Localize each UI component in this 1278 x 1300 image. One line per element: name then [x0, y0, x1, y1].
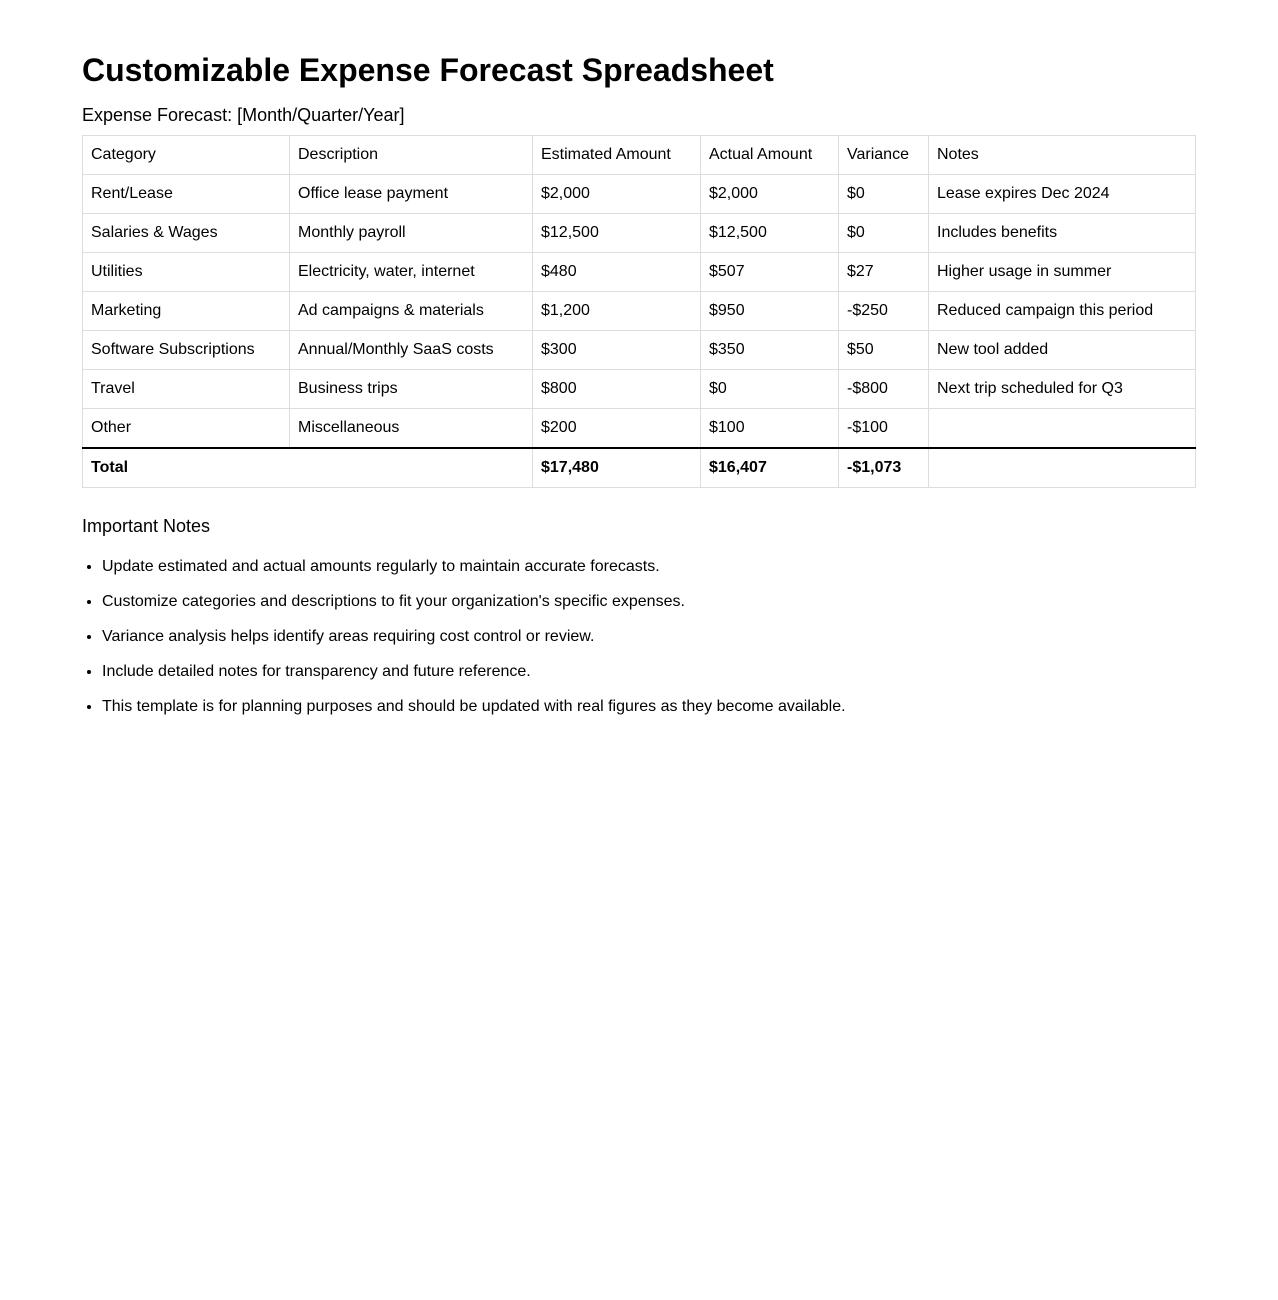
cell-notes: Lease expires Dec 2024 — [929, 175, 1196, 214]
important-notes-list — [82, 557, 1196, 716]
table-row — [83, 253, 1196, 292]
total-label: Total — [83, 448, 533, 488]
table-row — [83, 409, 1196, 449]
total-notes — [929, 448, 1196, 488]
cell-description: Office lease payment — [290, 175, 533, 214]
cell-notes: Next trip scheduled for Q3 — [929, 370, 1196, 409]
cell-notes: New tool added — [929, 331, 1196, 370]
cell-estimated: $200 — [533, 409, 701, 449]
cell-category: Marketing — [83, 292, 290, 331]
header-category: Category — [83, 136, 290, 175]
cell-actual: $12,500 — [701, 214, 839, 253]
header-notes: Notes — [929, 136, 1196, 175]
cell-estimated: $1,200 — [533, 292, 701, 331]
header-actual-amount: Actual Amount — [701, 136, 839, 175]
cell-notes: Higher usage in summer — [929, 253, 1196, 292]
cell-estimated: $480 — [533, 253, 701, 292]
cell-actual: $100 — [701, 409, 839, 449]
cell-estimated: $800 — [533, 370, 701, 409]
cell-description: Business trips — [290, 370, 533, 409]
cell-estimated: $12,500 — [533, 214, 701, 253]
list-item: • Customize categories and descriptions to fit your organization's specific expenses. — [102, 592, 1196, 611]
cell-notes: Reduced campaign this period — [929, 292, 1196, 331]
cell-estimated: $300 — [533, 331, 701, 370]
cell-category: Travel — [83, 370, 290, 409]
total-variance: -$1,073 — [839, 448, 929, 488]
cell-variance: $50 — [839, 331, 929, 370]
cell-description: Monthly payroll — [290, 214, 533, 253]
cell-variance: $27 — [839, 253, 929, 292]
important-notes-heading: Important Notes — [82, 516, 211, 536]
cell-estimated: $2,000 — [533, 175, 701, 214]
cell-variance: $0 — [839, 175, 929, 214]
forecast-period-subtitle: Expense Forecast: [Month/Quarter/Year] — [82, 105, 405, 125]
cell-notes: Includes benefits — [929, 214, 1196, 253]
total-estimated: $17,480 — [533, 448, 701, 488]
cell-description: Ad campaigns & materials — [290, 292, 533, 331]
total-actual: $16,407 — [701, 448, 839, 488]
cell-description: Miscellaneous — [290, 409, 533, 449]
table-row — [83, 175, 1196, 214]
header-estimated-amount: Estimated Amount — [533, 136, 701, 175]
cell-category: Other — [83, 409, 290, 449]
cell-actual: $950 — [701, 292, 839, 331]
table-header-row — [83, 136, 1196, 175]
cell-actual: $507 — [701, 253, 839, 292]
cell-variance: -$250 — [839, 292, 929, 331]
cell-variance: -$800 — [839, 370, 929, 409]
list-item: • Variance analysis helps identify areas requiring cost control or review. — [102, 627, 1196, 646]
cell-category: Software Subscriptions — [83, 331, 290, 370]
cell-variance: $0 — [839, 214, 929, 253]
list-item: • Update estimated and actual amounts regularly to maintain accurate forecasts. — [102, 557, 1196, 576]
cell-category: Salaries & Wages — [83, 214, 290, 253]
table-total-row — [83, 448, 1196, 488]
list-item: • Include detailed notes for transparency and future reference. — [102, 662, 1196, 681]
table-row — [83, 292, 1196, 331]
table-row — [83, 370, 1196, 409]
cell-description: Electricity, water, internet — [290, 253, 533, 292]
cell-actual: $2,000 — [701, 175, 839, 214]
cell-description: Annual/Monthly SaaS costs — [290, 331, 533, 370]
cell-category: Rent/Lease — [83, 175, 290, 214]
cell-variance: -$100 — [839, 409, 929, 449]
cell-category: Utilities — [83, 253, 290, 292]
cell-actual: $350 — [701, 331, 839, 370]
cell-notes — [929, 409, 1196, 449]
header-variance: Variance — [839, 136, 929, 175]
header-description: Description — [290, 136, 533, 175]
table-row — [83, 214, 1196, 253]
table-row — [83, 331, 1196, 370]
page-title: Customizable Expense Forecast Spreadsheet — [82, 52, 774, 88]
list-item: • This template is for planning purposes and should be updated with real figures as they become available. — [102, 697, 1196, 716]
expense-forecast-table — [82, 135, 1196, 488]
cell-actual: $0 — [701, 370, 839, 409]
